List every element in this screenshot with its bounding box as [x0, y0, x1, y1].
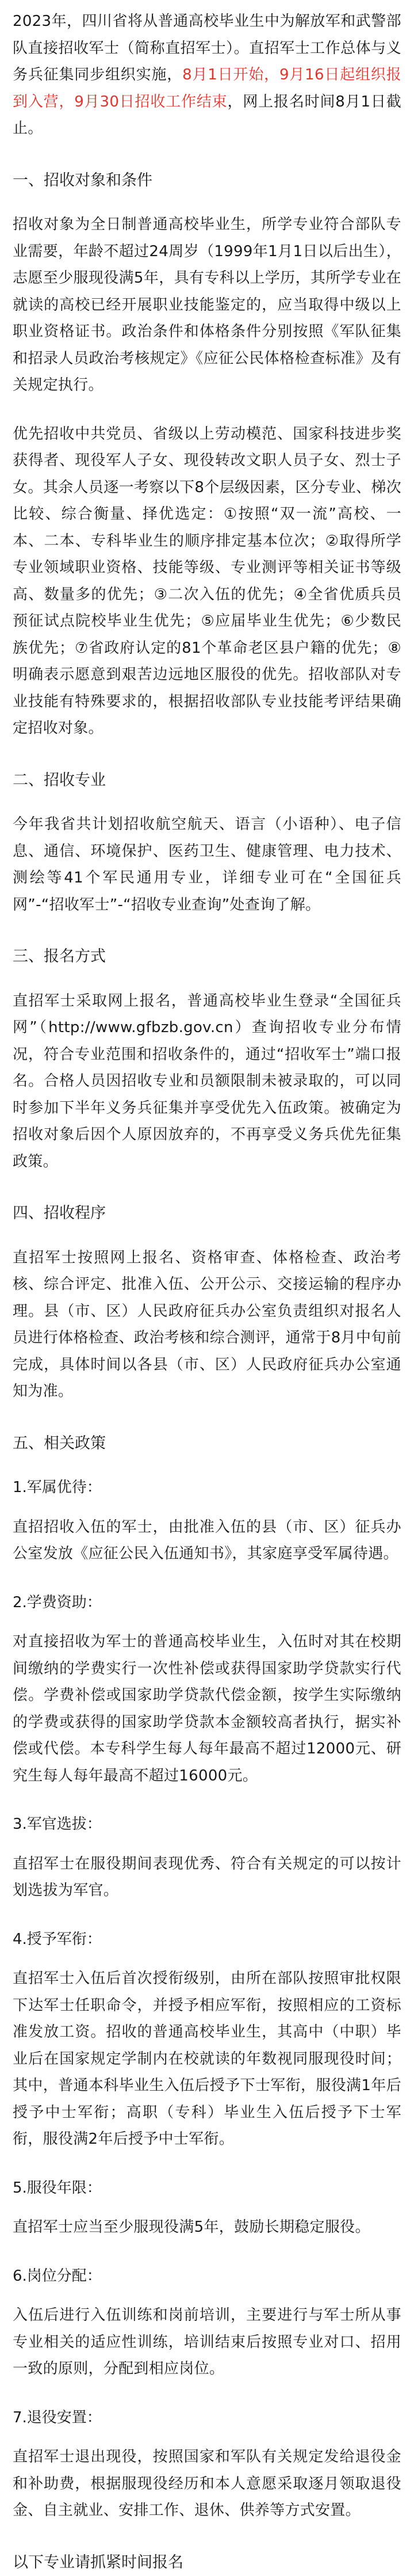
section4-paragraph-procedure: 直招军士按照网上报名、资格审查、体格检查、政治考核、综合评定、批准入伍、公开公示、交接运输的程序办理。县（市、区）人民政府征兵办公室负责组织对报名人员进行体格检查、政治考核和综合测评，通常于8月中旬前完成，具体时间以各县（市、区）人民政府征兵办公室通知为准。: [13, 1245, 401, 1405]
section-title-registration: 三、报名方式: [13, 943, 401, 971]
policy-body-service-years: 直招军士应当至少服现役满5年，鼓励长期稳定服役。: [13, 2214, 401, 2241]
policy-title-service-years: 5.服役年限：: [13, 2175, 401, 2202]
intro-text-after: ，网上报名时间8月1日截止。: [13, 93, 401, 138]
section-title-policies: 五、相关政策: [13, 1430, 401, 1458]
section2-paragraph-majors: 今年我省共计划招收航空航天、语言（小语种）、电子信息、通信、环境保护、医药卫生、健康管理、电力技术、测绘等41个军民通用专业，详细专业可在“全国征兵网”-“招收军士”-“招收专业查询”处查询了解。: [13, 811, 401, 918]
policy-title-tuition: 2.学费资助：: [13, 1589, 401, 1616]
policy-body-officer-selection: 直招军士在服役期间表现优秀、符合有关规定的可以按计划选拔为军官。: [13, 1851, 401, 1904]
policy-body-rank: 直招军士入伍后首次授衔级别，由所在部队按照审批权限下达军士任职命令，并授予相应军衔，按照相应的工资标准发放工资。招收的普通高校毕业生，其高中（中职）毕业后在国家规定学制内在校就读的年数视同服现役时间；其中，普通本科毕业生入伍后授予下士军衔，服役满1年后授予中士军衔；高职（专科）毕业生入伍后授予下士军衔，服役满2年后授予中士军衔。: [13, 1965, 401, 2153]
policy-body-retirement: 直招军士退出现役，按照国家和军队有关规定发给退役金和补助费，根据服现役经历和本人意愿采取逐月领取退役金、自主就业、安排工作、退休、供养等方式安置。: [13, 2444, 401, 2524]
policy-title-retirement: 7.退役安置：: [13, 2404, 401, 2432]
policy-body-post-assignment: 入伍后进行入伍训练和岗前培训，主要进行与军士所从事专业相关的适应性训练，培训结束后按照专业对口、招用一致的原则，分配到相应岗位。: [13, 2302, 401, 2383]
intro-text-before: 2023年，四川省将从普通高校毕业生中为解放军和武警部队直接招收军士（简称直招军士）。直招军士工作总体与义务兵征集同步组织实施，: [13, 13, 401, 83]
section1-paragraph-priority: 优先招收中共党员、省级以上劳动模范、国家科技进步奖获得者、现役军人子女、现役转改文职人员子女、烈士子女。其余人员逐一考察以下8个层级因素，区分专业、梯次比较、综合衡量、择优选定：①按照“双一流”高校、一本、二本、专科毕业生的顺序排定基本位次；②取得所学专业领域职业资格、技能等级、专业测评等相关证书等级高、数量多的优先；③二次入伍的优先；④全省优质兵员预征试点院校毕业生优先；⑤应届毕业生优先；⑥少数民族优先；⑦省政府认定的81个革命老区县户籍的优先；⑧明确表示愿意到艰苦边远地区服役的优先。招收部队对专业技能有特殊要求的，根据招收部队专业技能考评结果确定招收对象。: [13, 421, 401, 742]
footer-title-majors-call: 以下专业请抓紧时间报名: [13, 2550, 401, 2576]
policy-title-officer-selection: 3.军官选拔：: [13, 1811, 401, 1838]
policy-title-post-assignment: 6.岗位分配：: [13, 2263, 401, 2290]
section-title-procedure: 四、招收程序: [13, 1200, 401, 1227]
section-title-majors: 二、招收专业: [13, 767, 401, 794]
intro-paragraph: [13, 8, 401, 142]
policy-body-tuition: 对直接招收为军士的普通高校毕业生，入伍时对其在校期间缴纳的学费实行一次性补偿或获得国家助学贷款实行代偿。学费补偿或国家助学贷款代偿金额，按学生实际缴纳的学费或获得的国家助学贷款本金额较高者执行，据实补偿或代偿。本专科学生每人每年最高不超过12000元、研究生每人每年最高不超过16000元。: [13, 1628, 401, 1789]
section-title-recruit-targets: 一、招收对象和条件: [13, 168, 401, 195]
policy-title-military-family: 1.军属优待：: [13, 1474, 401, 1501]
intro-highlight-dates: 8月1日开始，9月16日起组织报到入营，9月30日招收工作结束: [13, 66, 401, 111]
section3-paragraph-registration: 直招军士采取网上报名，普通高校毕业生登录“全国征兵网”（http://www.gfbzb.gov.cn）查询招收专业分布情况，符合专业范围和招收条件的，通过“招收军士”端口报名。合格人员因招收专业和员额限制未被录取的，可以同时参加下半年义务兵征集并享受优先入伍政策。被确定为招收对象后因个人原因放弃的，不再享受义务兵优先征集政策。: [13, 988, 401, 1175]
section1-paragraph-conditions: 招收对象为全日制普通高校毕业生，所学专业符合部队专业需要，年龄不超过24周岁（1999年1月1日以后出生），志愿至少服现役满5年，具有专科以上学历，其所学专业在就读的高校已经开展职业技能鉴定的，应当取得中级以上职业资格证书。政治条件和体格条件分别按照《军队征集和招录人员政治考核规定》《应征公民体格检查标准》及有关规定执行。: [13, 211, 401, 399]
policy-body-military-family: 直招招收入伍的军士，由批准入伍的县（市、区）征兵办公室发放《应征公民入伍通知书》，其家庭享受军属待遇。: [13, 1514, 401, 1567]
policy-title-rank: 4.授予军衔：: [13, 1926, 401, 1953]
